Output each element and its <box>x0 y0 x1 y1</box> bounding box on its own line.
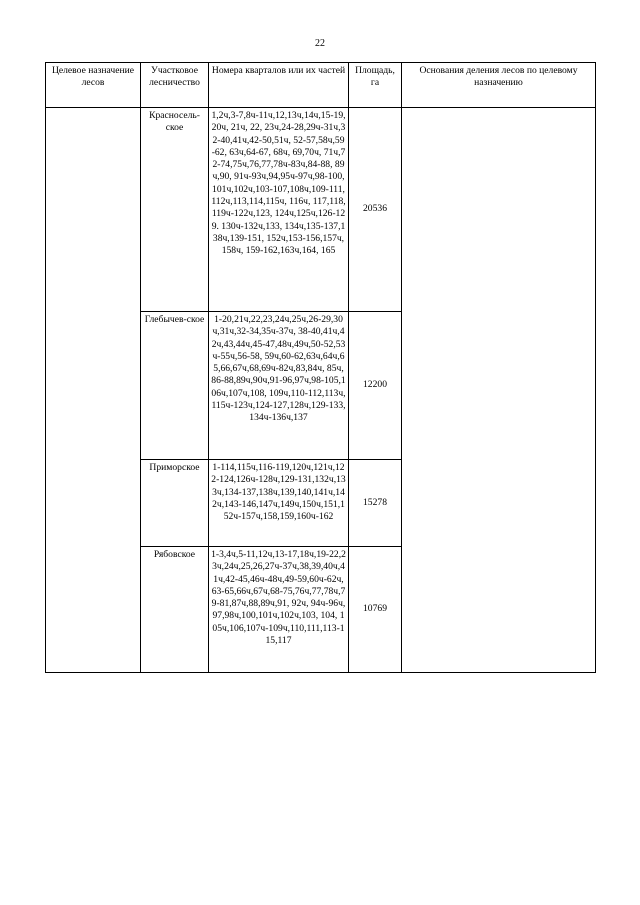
quarters-cell: 1-20,21ч,22,23,24ч,25ч,26-29,30ч,31ч,32-34,35ч-37ч, 38-40,41ч,42ч,43,44ч,45-47,48ч,49ч,50-52,53ч-55ч,56-58, 59ч,60-62,63ч,64ч,65,66,67ч,68,69ч-82ч,83,84ч, 85ч,86-88,89ч,90ч,91-96,97ч,98-105,106ч,107ч,108, 109ч,110-112,113ч,115ч-123ч,124-127,128ч,129-133, 134ч-136ч,137 <box>209 312 349 460</box>
page-number: 22 <box>315 38 325 49</box>
quarters-cell: 1,2ч,3-7,8ч-11ч,12,13ч,14ч,15-19,20ч, 21ч, 22, 23ч,24-28,29ч-31ч,32-40,41ч,42-50,51ч, 52-57,58ч,59-62, 63ч,64-67, 68ч, 69,70ч, 71ч,72-74,75ч,76,77,78ч-83ч,84-88, 89ч,90, 91ч-93ч,94,95ч-97ч,98-100,101ч,102ч,103-107,108ч,109-111, 112ч,113,114,115ч, 116ч, 117,118,119ч-122ч,123, 124ч,125ч,126-129. 130ч-132ч,133, 134ч,135-137,138ч,139-151, 152ч,153-156,157ч,158ч, 159-162,163ч,164, 165 <box>209 108 349 312</box>
forestry-cell: Рябовское <box>141 547 209 673</box>
table-row <box>46 108 596 312</box>
area-cell: 10769 <box>349 547 402 673</box>
quarters-cell: 1-3,4ч,5-11,12ч,13-17,18ч,19-22,23ч,24ч,25,26,27ч-37ч,38,39,40ч,41ч,42-45,46ч-48ч,49-59,60ч-62ч,63-65,66ч,67ч,68-75,76ч,77,78ч,79-81,87ч,88,89ч,91, 92ч, 94ч-96ч,97,98ч,100,101ч,102ч,103, 104, 105ч,106,107ч-109ч,110,111,113-115,117 <box>209 547 349 673</box>
forestry-cell: Глебычев-ское <box>141 312 209 460</box>
area-cell: 15278 <box>349 460 402 547</box>
forest-quarters-table <box>45 62 596 673</box>
purpose-cell <box>46 108 141 673</box>
area-cell: 20536 <box>349 108 402 312</box>
header-forestry: Участковое лесничество <box>141 63 209 108</box>
table-header-row <box>46 63 596 108</box>
forestry-cell: Приморское <box>141 460 209 547</box>
header-quarters: Номера кварталов или их частей <box>209 63 349 108</box>
quarters-cell: 1-114,115ч,116-119,120ч,121ч,122-124,126ч-128ч,129-131,132ч,133ч,134-137,138ч,139,140,141ч,142ч,143-146,147ч,149ч,150ч,151,152ч-157ч,158,159,160ч-162 <box>209 460 349 547</box>
header-purpose: Целевое назначение лесов <box>46 63 141 108</box>
header-area: Площадь, га <box>349 63 402 108</box>
area-cell: 12200 <box>349 312 402 460</box>
grounds-cell <box>402 108 596 673</box>
forestry-cell: Красносель-ское <box>141 108 209 312</box>
header-grounds: Основания деления лесов по целевому назначению <box>402 63 596 108</box>
